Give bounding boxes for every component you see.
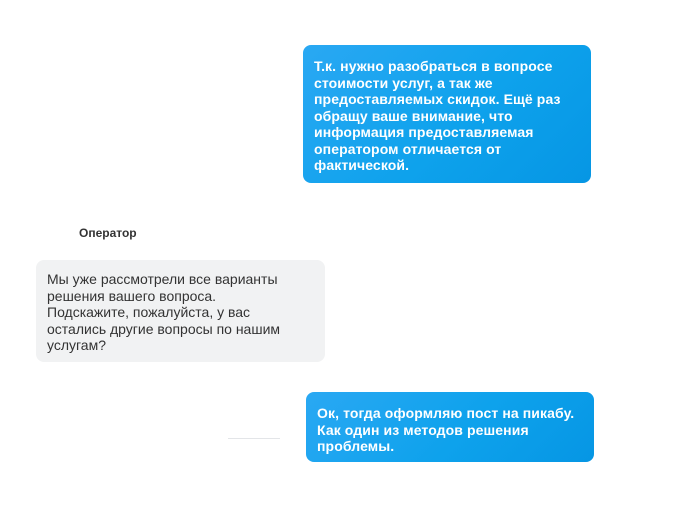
operator-sender-label: Оператор [79,226,137,240]
operator-message-bubble: Мы уже рассмотрели все варианты решения вашего вопроса. Подскажите, пожалуйста, у вас остались другие вопросы по нашим услугам? [36,260,325,362]
divider [228,438,280,439]
user-message-bubble: Т.к. нужно разобраться в вопросе стоимости услуг, а так же предоставляемых скидок. Ещё раз обращу ваше внимание, что информация предоставляемая оператором отличается от фактической. [303,45,591,183]
user-message-bubble: Ок, тогда оформляю пост на пикабу. Как один из методов решения проблемы. [306,392,594,462]
